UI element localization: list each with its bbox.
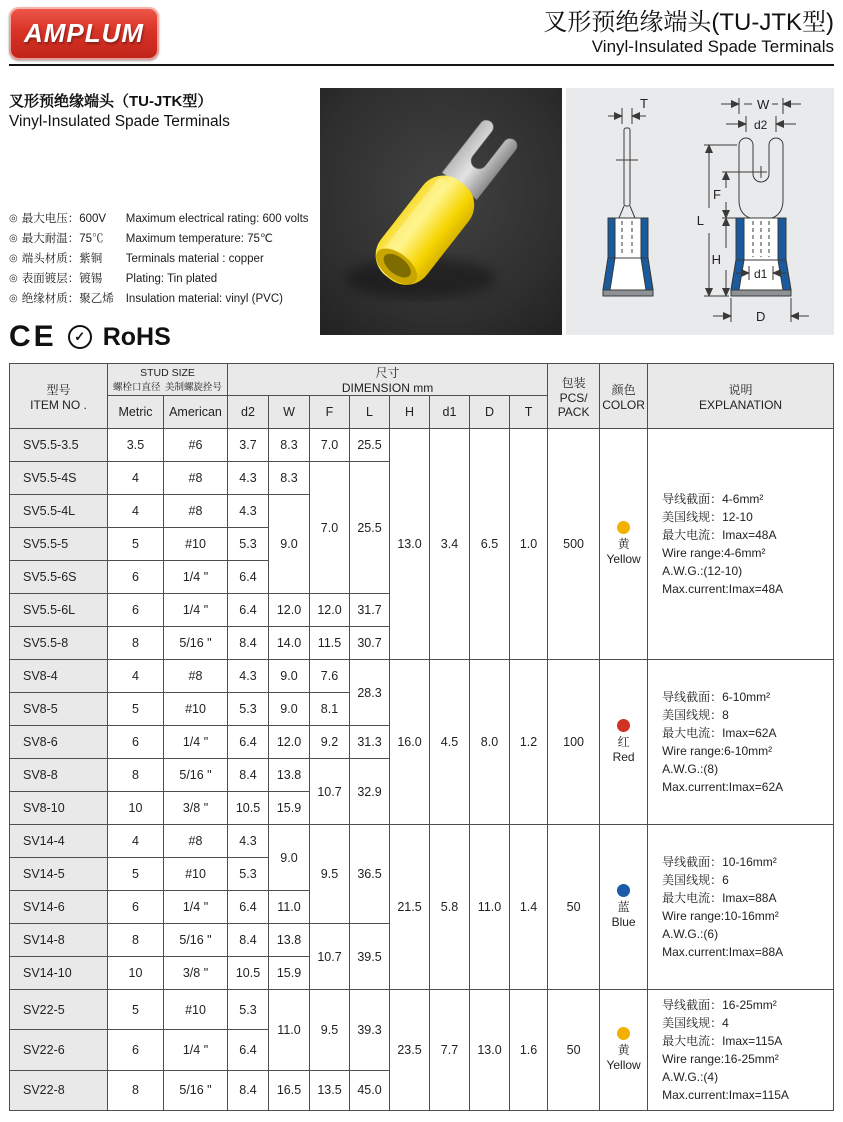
d2-cell: 8.4 [228,627,269,660]
col-header-d: D [470,396,510,429]
item-no-cell: SV5.5-6L [10,594,108,627]
d-cell: 6.5 [470,429,510,660]
w-cell: 16.5 [269,1070,310,1110]
spec-en: Plating: Tin plated [125,273,218,285]
metric-cell: 8 [108,1070,164,1110]
d2-cell: 5.3 [228,528,269,561]
l-cell: 36.5 [350,825,390,924]
color-cell: 黄 Yellow [600,990,648,1111]
col-header-h: H [390,396,430,429]
spec-row [9,229,315,249]
f-cell: 7.0 [310,462,350,594]
bullet-icon: ◎ [9,233,18,244]
metric-cell: 5 [108,990,164,1030]
w-cell: 12.0 [269,594,310,627]
spec-zh: 最大耐温：75℃ [21,233,104,245]
american-cell: #8 [164,660,228,693]
item-no-cell: SV8-6 [10,726,108,759]
color-dot-icon [617,884,630,897]
item-no-cell: SV14-4 [10,825,108,858]
table-row [10,660,834,693]
bullet-icon: ◎ [9,213,18,224]
col-header-pack: 包装 PCS/ PACK [548,364,600,429]
f-cell: 8.1 [310,693,350,726]
color-cell: 蓝 Blue [600,825,648,990]
explanation-cell: 导线截面：16-25mm² 美国线规：4 最大电流：Imax=115A Wire range:16-25mm² A.W.G.:(4) Max.current:Imax=115A [648,990,834,1111]
d2-cell: 6.4 [228,726,269,759]
american-cell: 1/4 " [164,594,228,627]
metric-cell: 5 [108,528,164,561]
metric-cell: 4 [108,495,164,528]
american-cell: #10 [164,528,228,561]
item-no-cell: SV5.5-4L [10,495,108,528]
f-cell: 10.7 [310,924,350,990]
american-cell: #10 [164,858,228,891]
f-cell: 9.2 [310,726,350,759]
col-header-explanation: 说明 EXPLANATION [648,364,834,429]
color-cell: 红 Red [600,660,648,825]
header-titles [543,7,834,56]
f-cell: 11.5 [310,627,350,660]
bullet-icon: ◎ [9,293,18,304]
page-header [9,7,834,66]
d1-cell: 3.4 [430,429,470,660]
h-cell: 21.5 [390,825,430,990]
dim-label-d: D [756,309,766,324]
bullet-icon: ◎ [9,273,18,284]
d-cell: 8.0 [470,660,510,825]
american-cell: 1/4 " [164,561,228,594]
pack-cell: 500 [548,429,600,660]
product-photo [320,88,562,335]
item-no-cell: SV14-8 [10,924,108,957]
metric-cell: 6 [108,594,164,627]
f-cell: 13.5 [310,1070,350,1110]
w-cell: 9.0 [269,660,310,693]
american-cell: #8 [164,495,228,528]
american-cell: 5/16 " [164,627,228,660]
ce-mark: CE [9,320,57,353]
american-cell: #8 [164,462,228,495]
item-no-cell: SV5.5-3.5 [10,429,108,462]
d2-cell: 4.3 [228,462,269,495]
f-cell: 7.0 [310,429,350,462]
l-cell: 30.7 [350,627,390,660]
f-cell: 7.6 [310,660,350,693]
american-cell: #6 [164,429,228,462]
color-cell: 黄 Yellow [600,429,648,660]
dim-label-d2: d2 [754,118,768,132]
l-cell: 25.5 [350,462,390,594]
item-no-cell: SV5.5-6S [10,561,108,594]
d2-cell: 3.7 [228,429,269,462]
w-cell: 9.0 [269,495,310,594]
w-cell: 13.8 [269,759,310,792]
page-title-en: Vinyl-Insulated Spade Terminals [591,36,834,56]
american-cell: 1/4 " [164,726,228,759]
f-cell: 10.7 [310,759,350,825]
d1-cell: 4.5 [430,660,470,825]
american-cell: 3/8 " [164,957,228,990]
certification-seal-icon: ✓ [68,325,92,349]
d2-cell: 5.3 [228,858,269,891]
d2-cell: 5.3 [228,693,269,726]
metric-cell: 6 [108,561,164,594]
d2-cell: 6.4 [228,891,269,924]
l-cell: 31.7 [350,594,390,627]
f-cell: 12.0 [310,594,350,627]
item-no-cell: SV8-4 [10,660,108,693]
w-cell: 15.9 [269,792,310,825]
spec-en: Maximum electrical rating: 600 volts [125,213,309,225]
metric-cell: 5 [108,858,164,891]
h-cell: 16.0 [390,660,430,825]
metric-cell: 6 [108,726,164,759]
metric-cell: 8 [108,924,164,957]
american-cell: 1/4 " [164,891,228,924]
metric-cell: 8 [108,759,164,792]
col-header-d1: d1 [430,396,470,429]
item-no-cell: SV5.5-4S [10,462,108,495]
american-cell: 5/16 " [164,759,228,792]
american-cell: 5/16 " [164,1070,228,1110]
w-cell: 12.0 [269,726,310,759]
l-cell: 28.3 [350,660,390,726]
h-cell: 13.0 [390,429,430,660]
d2-cell: 6.4 [228,594,269,627]
spec-row [9,269,315,289]
t-cell: 1.2 [510,660,548,825]
d2-cell: 4.3 [228,660,269,693]
d2-cell: 6.4 [228,561,269,594]
color-dot-icon [617,719,630,732]
w-cell: 15.9 [269,957,310,990]
bullet-icon: ◎ [9,253,18,264]
dim-label-f: F [713,187,721,202]
pack-cell: 50 [548,990,600,1111]
d2-cell: 8.4 [228,1070,269,1110]
color-dot-icon [617,1027,630,1040]
spec-row [9,209,315,229]
info-band [9,88,834,353]
item-no-cell: SV8-10 [10,792,108,825]
d2-cell: 10.5 [228,792,269,825]
spec-zh: 表面镀层：镀锡 [21,273,103,285]
col-header-l: L [350,396,390,429]
d2-cell: 10.5 [228,957,269,990]
spec-en: Maximum temperature: 75℃ [125,233,273,245]
t-cell: 1.4 [510,825,548,990]
logo-text: AMPLUM [23,18,145,48]
dim-label-l: L [696,213,704,228]
american-cell: 1/4 " [164,1030,228,1070]
col-header-american: American [164,396,228,429]
w-cell: 9.0 [269,693,310,726]
item-no-cell: SV5.5-5 [10,528,108,561]
metric-cell: 4 [108,462,164,495]
spec-zh: 端头材质：紫铜 [21,253,103,265]
spec-en: Insulation material: vinyl (PVC) [125,293,283,305]
spec-en: Terminals material : copper [125,253,264,265]
spec-row [9,249,315,269]
rohs-mark: RoHS [102,322,171,351]
dim-label-t: T [640,96,648,111]
item-no-cell: SV8-8 [10,759,108,792]
d1-cell: 7.7 [430,990,470,1111]
product-title-zh: 叉形预绝缘端头（TU-JTK型） [9,93,213,110]
h-cell: 23.5 [390,990,430,1111]
l-cell: 32.9 [350,759,390,825]
l-cell: 39.3 [350,990,390,1071]
w-cell: 9.0 [269,825,310,891]
col-header-item: 型号 ITEM NO . [10,364,108,429]
col-header-d2: d2 [228,396,269,429]
d2-cell: 5.3 [228,990,269,1030]
w-cell: 14.0 [269,627,310,660]
table-header-row [10,364,834,396]
metric-cell: 6 [108,891,164,924]
color-dot-icon [617,521,630,534]
dim-label-w: W [757,97,770,112]
spec-row [9,289,315,309]
col-header-metric: Metric [108,396,164,429]
item-no-cell: SV22-8 [10,1070,108,1110]
metric-cell: 4 [108,660,164,693]
t-cell: 1.6 [510,990,548,1111]
spec-zh: 绝缘材质：聚乙烯 [21,293,114,305]
col-header-stud-size: STUD SIZE 螺栓口直径 美制螺旋拴号 [108,364,228,396]
t-cell: 1.0 [510,429,548,660]
spec-zh: 最大电压：600V [21,213,107,225]
w-cell: 13.8 [269,924,310,957]
table-row [10,990,834,1030]
american-cell: #10 [164,990,228,1030]
d2-cell: 4.3 [228,825,269,858]
american-cell: 5/16 " [164,924,228,957]
d-cell: 13.0 [470,990,510,1111]
d2-cell: 8.4 [228,924,269,957]
l-cell: 39.5 [350,924,390,990]
item-no-cell: SV14-10 [10,957,108,990]
american-cell: #8 [164,825,228,858]
metric-cell: 3.5 [108,429,164,462]
w-cell: 8.3 [269,462,310,495]
spec-list [9,209,315,309]
metric-cell: 10 [108,792,164,825]
item-no-cell: SV14-5 [10,858,108,891]
w-cell: 8.3 [269,429,310,462]
american-cell: #10 [164,693,228,726]
table-row [10,429,834,462]
explanation-cell: 导线截面：6-10mm² 美国线规：8 最大电流：Imax=62A Wire range:6-10mm² A.W.G.:(8) Max.current:Imax=62A [648,660,834,825]
spec-table [9,363,834,1111]
product-title-en: Vinyl-Insulated Spade Terminals [9,113,230,130]
american-cell: 3/8 " [164,792,228,825]
metric-cell: 8 [108,627,164,660]
l-cell: 31.3 [350,726,390,759]
metric-cell: 6 [108,1030,164,1070]
certifications [9,320,315,354]
w-cell: 11.0 [269,990,310,1071]
w-cell: 11.0 [269,891,310,924]
pack-cell: 50 [548,825,600,990]
explanation-cell: 导线截面：4-6mm² 美国线规：12-10 最大电流：Imax=48A Wire range:4-6mm² A.W.G.:(12-10) Max.current:Imax=48A [648,429,834,660]
col-header-color: 颜色 COLOR [600,364,648,429]
amplum-logo [9,7,159,60]
page-title-zh: 叉形预绝缘端头(TU-JTK型) [543,9,834,36]
product-info [9,88,315,353]
d2-cell: 6.4 [228,1030,269,1070]
f-cell: 9.5 [310,825,350,924]
d1-cell: 5.8 [430,825,470,990]
col-header-f: F [310,396,350,429]
l-cell: 25.5 [350,429,390,462]
d2-cell: 8.4 [228,759,269,792]
f-cell: 9.5 [310,990,350,1071]
dimension-diagram [566,88,834,335]
d-cell: 11.0 [470,825,510,990]
item-no-cell: SV5.5-8 [10,627,108,660]
col-header-t: T [510,396,548,429]
item-no-cell: SV8-5 [10,693,108,726]
dim-label-d1: d1 [754,267,768,281]
explanation-cell: 导线截面：10-16mm² 美国线规：6 最大电流：Imax=88A Wire range:10-16mm² A.W.G.:(6) Max.current:Imax=88A [648,825,834,990]
col-header-dimension: 尺寸 DIMENSION mm [228,364,548,396]
metric-cell: 4 [108,825,164,858]
table-row [10,825,834,858]
metric-cell: 10 [108,957,164,990]
pack-cell: 100 [548,660,600,825]
item-no-cell: SV22-5 [10,990,108,1030]
dim-label-h: H [711,252,721,267]
item-no-cell: SV22-6 [10,1030,108,1070]
col-header-w: W [269,396,310,429]
d2-cell: 4.3 [228,495,269,528]
metric-cell: 5 [108,693,164,726]
l-cell: 45.0 [350,1070,390,1110]
item-no-cell: SV14-6 [10,891,108,924]
